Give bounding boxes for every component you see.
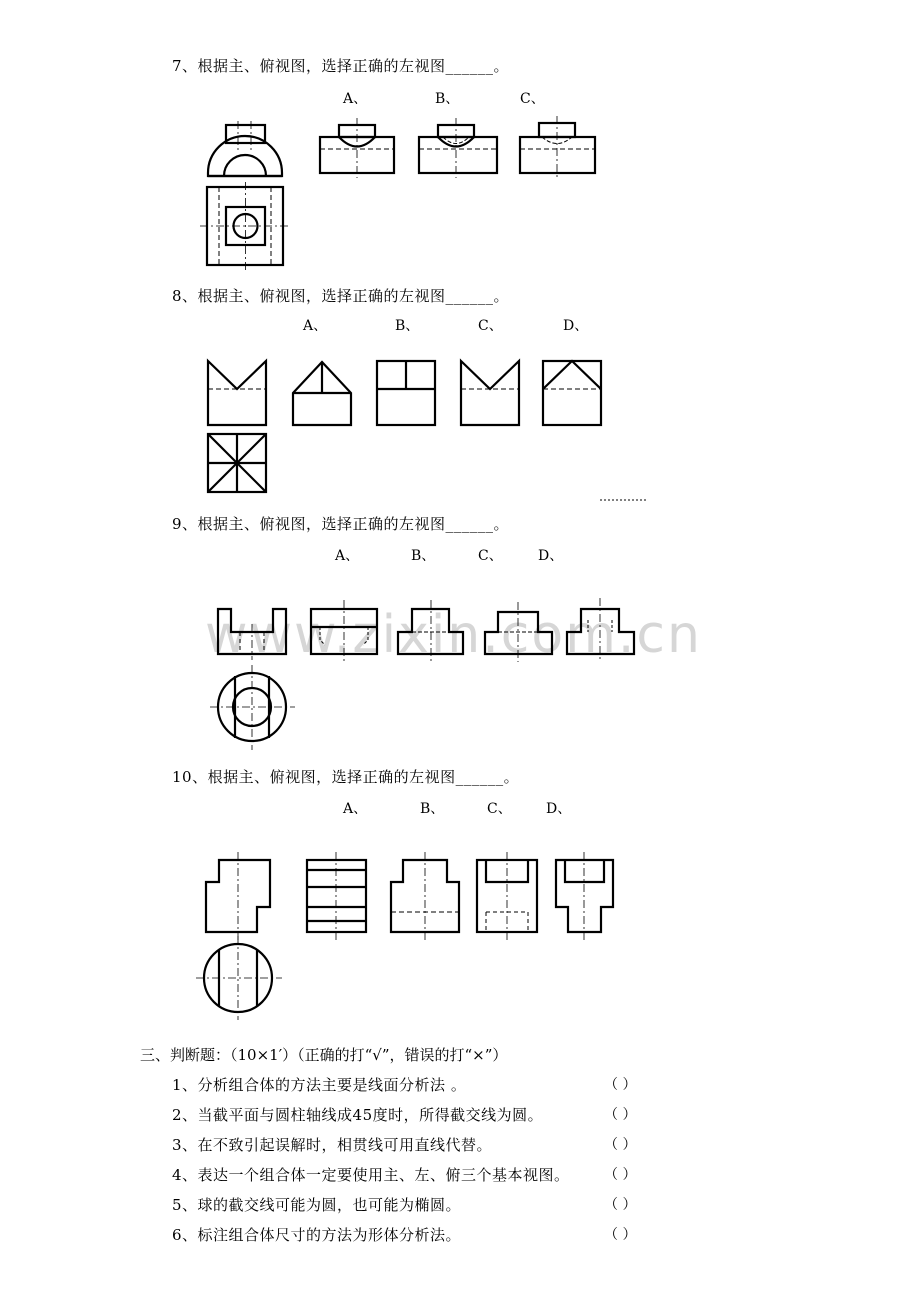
judge-item-4: 4、表达一个组合体一定要使用主、左、俯三个基本视图。 (172, 1166, 570, 1184)
q9-option-c-label: C、 (478, 548, 503, 564)
judge-item-1: 1、分析组合体的方法主要是线面分析法 。 (172, 1076, 467, 1094)
q8-option-d-label: D、 (563, 318, 589, 334)
q8-option-b-drawing (377, 361, 435, 425)
q9-front-view (218, 609, 286, 660)
q10-front-view (206, 852, 270, 942)
question-8: 8、根据主、俯视图，选择正确的左视图______。 (172, 287, 510, 305)
judge-answer-5[interactable]: （ ） (604, 1197, 637, 1213)
q8-option-a-label: A、 (303, 318, 328, 334)
watermark: www.zixin.com.cn (205, 605, 702, 665)
q7-option-c-label: C、 (520, 91, 545, 107)
section-3-header: 三、判断题：（10×1′）（正确的打“√”，错误的打“×”） (140, 1046, 508, 1064)
judge-answer-3[interactable]: （ ） (604, 1137, 637, 1153)
q7-option-c-drawing (520, 116, 595, 178)
q9-top-view (210, 665, 295, 750)
q9-option-c-drawing (485, 602, 552, 662)
judge-answer-1[interactable]: （ ） (604, 1077, 637, 1093)
q7-option-b-drawing (419, 118, 497, 178)
judge-answer-2[interactable]: （ ） (604, 1107, 637, 1123)
q7-option-b-label: B、 (435, 91, 460, 107)
q8-option-a-drawing (293, 362, 351, 425)
q8-top-view (208, 434, 266, 492)
q7-option-a-label: A、 (343, 91, 368, 107)
q10-option-b-label: B、 (420, 801, 445, 817)
q9-option-a-label: A、 (335, 548, 360, 564)
q8-option-b-label: B、 (395, 318, 420, 334)
question-7: 7、根据主、俯视图，选择正确的左视图______。 (172, 57, 510, 75)
q7-front-view (208, 121, 282, 176)
q10-option-d-label: D、 (546, 801, 572, 817)
question-10: 10、根据主、俯视图，选择正确的左视图______。 (172, 768, 520, 786)
judge-item-6: 6、标注组合体尺寸的方法为形体分析法。 (172, 1226, 462, 1244)
q10-option-b-drawing (391, 852, 459, 942)
judge-item-3: 3、在不致引起误解时，相贯线可用直线代替。 (172, 1136, 493, 1154)
q8-front-view (208, 361, 266, 425)
q10-option-d-drawing (556, 852, 613, 942)
q10-option-c-drawing (477, 852, 537, 942)
judge-item-5: 5、球的截交线可能为圆，也可能为椭圆。 (172, 1196, 462, 1214)
question-9: 9、根据主、俯视图，选择正确的左视图______。 (172, 515, 510, 533)
q8-option-d-drawing (543, 361, 601, 425)
q10-option-a-drawing (307, 852, 366, 942)
q9-option-a-drawing (311, 600, 377, 662)
q10-option-c-label: C、 (487, 801, 512, 817)
q8-option-c-label: C、 (478, 318, 503, 334)
q9-option-b-drawing (398, 600, 463, 662)
q9-option-d-drawing (567, 598, 634, 662)
q9-option-b-label: B、 (411, 548, 436, 564)
q9-option-d-label: D、 (538, 548, 564, 564)
q8-option-c-drawing (461, 361, 519, 425)
q10-top-view (196, 936, 282, 1020)
judge-answer-6[interactable]: （ ） (604, 1227, 637, 1243)
q7-option-a-drawing (320, 118, 394, 178)
q10-option-a-label: A、 (343, 801, 368, 817)
judge-item-2: 2、当截平面与圆柱轴线成45度时，所得截交线为圆。 (172, 1106, 544, 1124)
q7-top-view (200, 182, 290, 270)
judge-answer-4[interactable]: （ ） (604, 1167, 637, 1183)
